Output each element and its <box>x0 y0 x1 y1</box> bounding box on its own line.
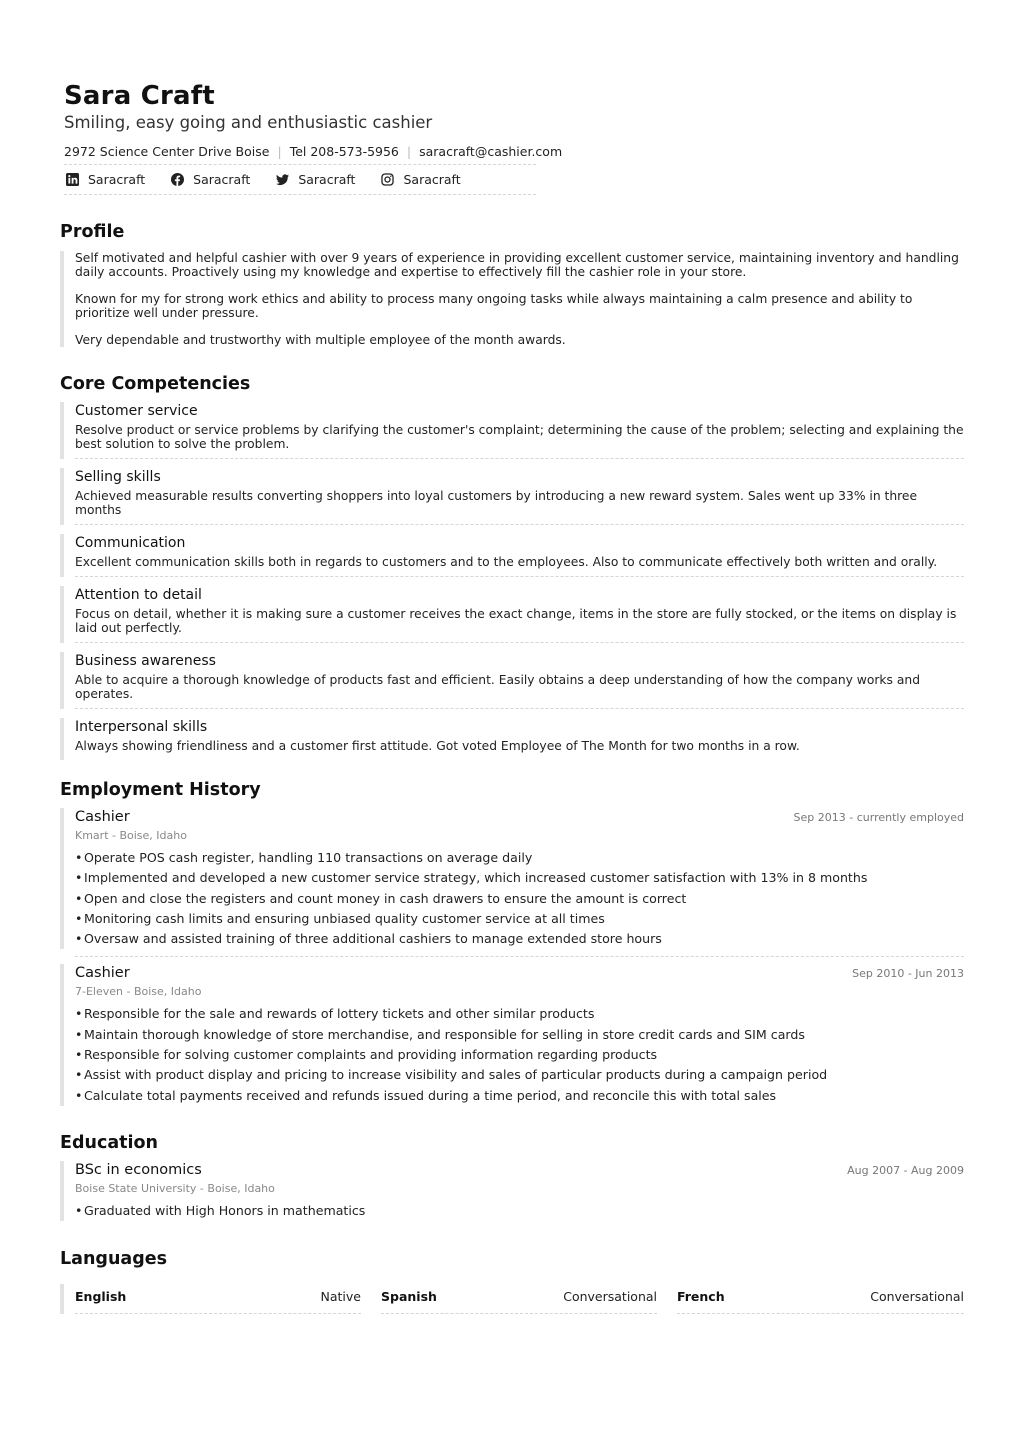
list-item: • Implemented and developed a new customer service strategy, which increased customer satisfaction with 13% in 8 months <box>75 868 964 888</box>
competency-item <box>60 534 964 577</box>
job-header <box>75 964 964 982</box>
section-title: Profile <box>60 222 125 242</box>
profile-body <box>60 251 964 347</box>
job-dates: Sep 2010 - Jun 2013 <box>852 967 964 981</box>
phone[interactable]: Tel 208-573-5956 <box>289 144 399 159</box>
education-bullets <box>75 1201 964 1221</box>
competency-description: Resolve product or service problems by clarifying the customer's complaint; determining the cause of the problem; selecting and explaining the best solution to solve the problem. <box>75 423 964 459</box>
competency-name: Business awareness <box>75 653 216 669</box>
job-bullets <box>75 848 964 949</box>
social-label: Saracraft <box>298 172 356 187</box>
social-label: Saracraft <box>88 172 146 187</box>
social-link-instagram[interactable] <box>381 172 460 187</box>
competencies-section <box>60 373 964 760</box>
social-label: Saracraft <box>193 172 251 187</box>
social-link-twitter[interactable] <box>276 172 355 187</box>
job-header <box>75 808 964 826</box>
competency-list <box>60 402 964 760</box>
language-item <box>677 1284 964 1314</box>
competency-name: Customer service <box>75 403 198 419</box>
candidate-tagline: Smiling, easy going and enthusiastic cashier <box>64 113 433 132</box>
competency-item <box>60 468 964 525</box>
job-title: Cashier <box>75 809 130 825</box>
job-company: 7-Eleven - Boise, Idaho <box>75 985 202 999</box>
list-item: • Open and close the registers and count money in cash drawers to ensure the amount is correct <box>75 889 964 909</box>
job-entry <box>60 964 964 1105</box>
education-entry <box>60 1161 964 1221</box>
job-dates: Sep 2013 - currently employed <box>793 811 964 824</box>
social-links <box>64 165 536 195</box>
facebook-icon <box>171 173 184 186</box>
social-label: Saracraft <box>403 172 461 187</box>
section-title: Languages <box>60 1249 168 1269</box>
divider <box>75 956 964 957</box>
competency-item <box>60 652 964 709</box>
competency-name: Attention to detail <box>75 587 202 603</box>
profile-paragraph: Self motivated and helpful cashier with over 9 years of experience in providing excellent customer service, maintaining inventory and handling daily accounts. Proactively using my knowledge and expertise to effectively fill the cashier role in your store. <box>75 251 959 279</box>
employment-section <box>60 779 964 1106</box>
list-item: • Oversaw and assisted training of three additional cashiers to manage extended store hours <box>75 929 964 949</box>
language-item <box>381 1284 657 1314</box>
social-link-facebook[interactable] <box>171 172 250 187</box>
competency-description: Always showing friendliness and a customer first attitude. Got voted Employee of The Month for two months in a row. <box>75 739 800 753</box>
language-level: Conversational <box>563 1289 657 1304</box>
competency-name: Interpersonal skills <box>75 719 208 735</box>
separator: | <box>406 144 412 159</box>
language-name: English <box>75 1289 127 1304</box>
resume-header <box>64 80 563 195</box>
profile-section <box>60 221 964 347</box>
section-title: Core Competencies <box>60 374 251 394</box>
language-name: French <box>677 1289 725 1304</box>
language-list <box>60 1284 964 1314</box>
degree-title: BSc in economics <box>75 1162 202 1178</box>
education-section <box>60 1132 964 1221</box>
competency-name: Communication <box>75 535 186 551</box>
list-item: • Calculate total payments received and refunds issued during a time period, and reconcile this with total sales <box>75 1086 964 1106</box>
job-company: Kmart - Boise, Idaho <box>75 829 187 842</box>
list-item: • Operate POS cash register, handling 110 transactions on average daily <box>75 848 964 868</box>
school-name: Boise State University - Boise, Idaho <box>75 1182 275 1195</box>
list-item: • Responsible for solving customer complaints and providing information regarding products <box>75 1045 964 1065</box>
education-dates: Aug 2007 - Aug 2009 <box>847 1164 964 1177</box>
job-title: Cashier <box>75 965 130 982</box>
list-item: • Responsible for the sale and rewards of lottery tickets and other similar products <box>75 1004 964 1024</box>
language-level: Conversational <box>870 1289 964 1304</box>
section-title: Employment History <box>60 780 261 800</box>
candidate-name: Sara Craft <box>64 81 215 111</box>
profile-paragraph: Very dependable and trustworthy with multiple employee of the month awards. <box>75 333 566 347</box>
languages-section <box>60 1248 964 1314</box>
education-header <box>75 1161 964 1179</box>
language-level: Native <box>320 1289 361 1304</box>
competency-item <box>60 402 964 459</box>
twitter-icon <box>276 173 289 186</box>
language-item <box>75 1284 361 1314</box>
address: 2972 Science Center Drive Boise <box>64 144 270 159</box>
competency-name: Selling skills <box>75 469 161 485</box>
social-link-linkedin[interactable] <box>66 172 145 187</box>
separator: | <box>277 144 282 159</box>
list-item: • Graduated with High Honors in mathematics <box>75 1201 964 1221</box>
competency-item <box>60 586 964 643</box>
list-item: • Monitoring cash limits and ensuring unbiased quality customer service at all times <box>75 909 964 929</box>
contact-line <box>64 144 563 165</box>
job-entry <box>60 808 964 949</box>
competency-description: Achieved measurable results converting shoppers into loyal customers by introducing a new reward system. Sales went up 33% in three months <box>75 489 964 525</box>
competency-description: Focus on detail, whether it is making sure a customer receives the exact change, items in the store are fully stocked, or the items on display is laid out perfectly. <box>75 607 964 643</box>
linkedin-icon <box>66 173 79 186</box>
profile-paragraph: Known for my for strong work ethics and ability to process many ongoing tasks while always maintaining a calm presence and ability to prioritize well under pressure. <box>75 292 913 320</box>
job-bullets <box>75 1004 964 1105</box>
competency-description: Able to acquire a thorough knowledge of products fast and efficient. Easily obtains a deep understanding of how the company works and operates. <box>75 673 964 709</box>
competency-item <box>60 718 964 760</box>
list-item: • Maintain thorough knowledge of store merchandise, and responsible for selling in store credit cards and SIM cards <box>75 1025 964 1045</box>
instagram-icon <box>381 173 394 186</box>
section-title: Education <box>60 1133 158 1153</box>
competency-description: Excellent communication skills both in regards to customers and to the employees. Also to communicate effectively both written and orally. <box>75 555 964 577</box>
email-link[interactable]: saracraft@cashier.com <box>419 144 563 159</box>
list-item: • Assist with product display and pricing to increase visibility and sales of particular products during a campaign period <box>75 1065 964 1085</box>
language-name: Spanish <box>381 1289 437 1304</box>
